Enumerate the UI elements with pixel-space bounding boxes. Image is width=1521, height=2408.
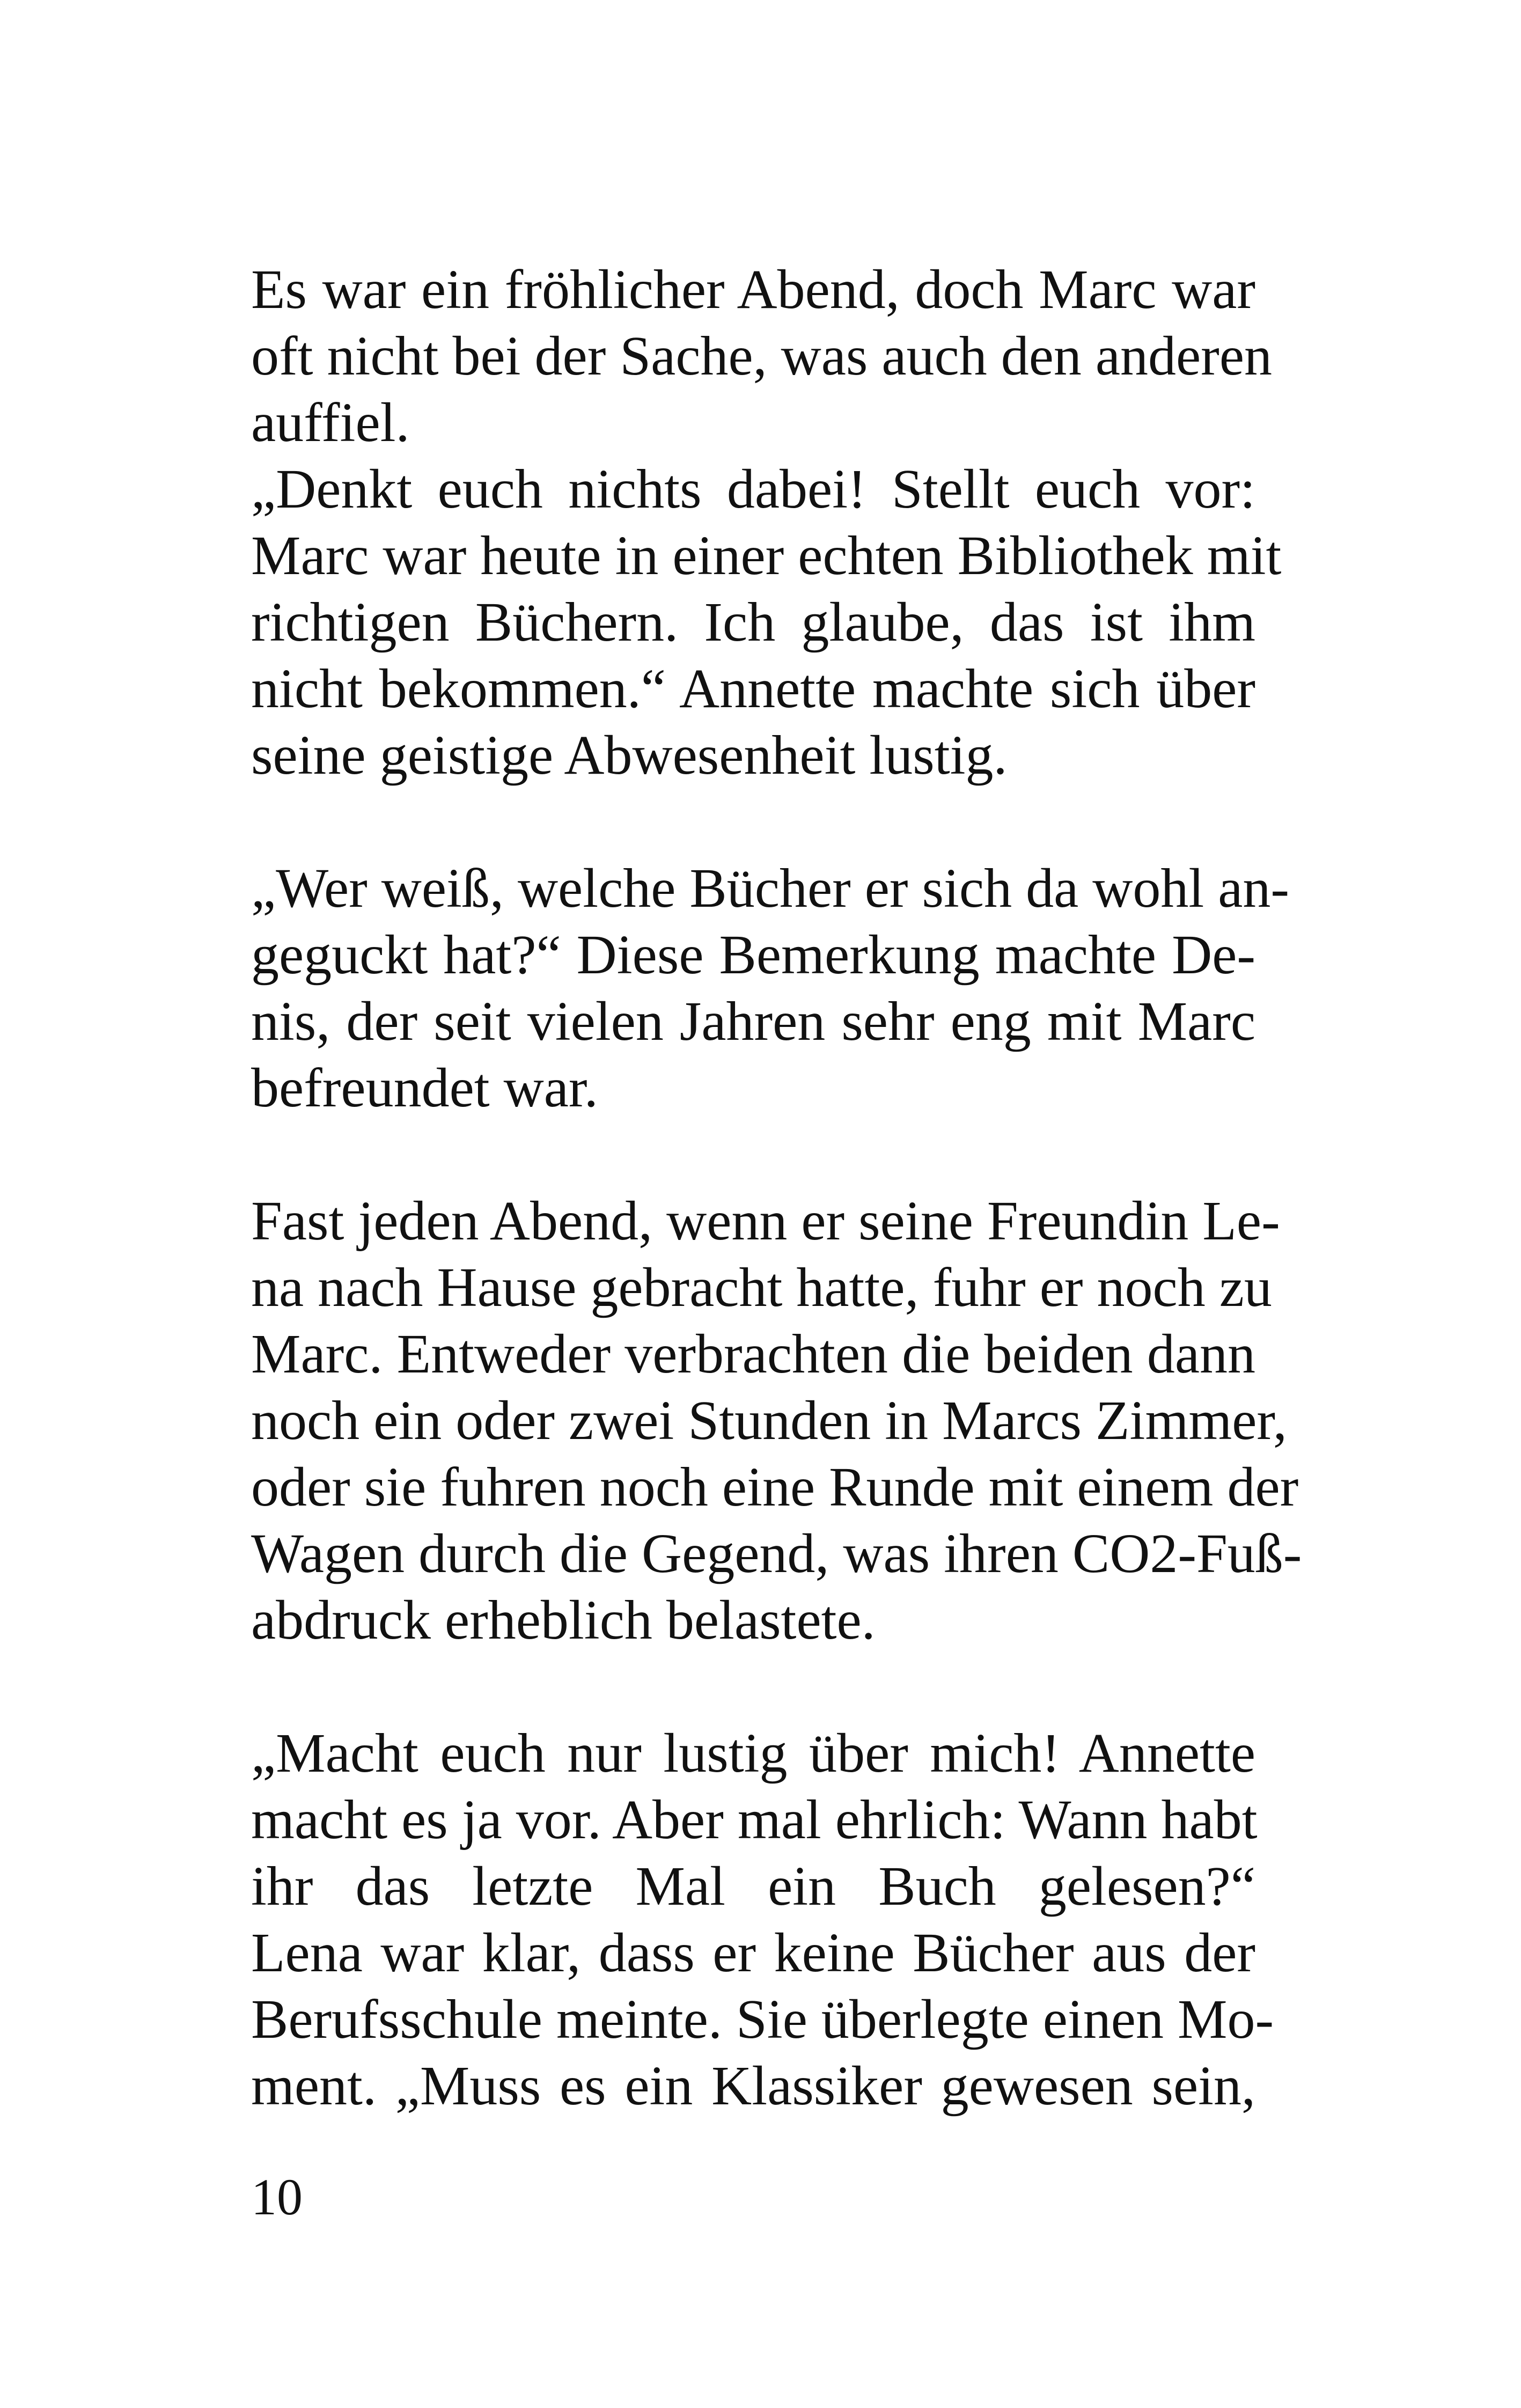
- text-line: oder sie fuhren noch eine Runde mit einem der: [251, 1456, 1299, 1518]
- text-line: „Denkt euch nichts dabei! Stellt euch vor:: [251, 458, 1255, 520]
- text-line: geguckt hat?“ Diese Bemerkung machte De-: [251, 924, 1255, 986]
- text-line: Marc war heute in einer echten Bibliothek mit: [251, 525, 1282, 586]
- text-line: ihr das letzte Mal ein Buch gelesen?“: [251, 1855, 1255, 1917]
- text-line: Es war ein fröhlicher Abend, doch Marc war: [251, 259, 1255, 320]
- text-line: na nach Hause gebracht hatte, fuhr er noch zu: [251, 1257, 1272, 1318]
- text-line: befreundet war.: [251, 1057, 598, 1119]
- paragraph-3: [251, 1188, 1302, 1654]
- text-line: noch ein oder zwei Stunden in Marcs Zimmer,: [251, 1390, 1287, 1451]
- text-line: nicht bekommen.“ Annette machte sich über: [251, 658, 1255, 720]
- paragraph-2: [251, 855, 1290, 1121]
- text-line: „Wer weiß, welche Bücher er sich da wohl an-: [251, 857, 1290, 919]
- text-line: richtigen Büchern. Ich glaube, das ist ihm: [251, 591, 1255, 653]
- text-line: seine geistige Abwesenheit lustig.: [251, 724, 1008, 786]
- text-line: Berufsschule meinte. Sie überlegte einen Mo-: [251, 1988, 1274, 2050]
- text-line: Lena war klar, dass er keine Bücher aus der: [251, 1922, 1255, 1984]
- text-line: ment. „Muss es ein Klassiker gewesen sein,: [251, 2055, 1255, 2117]
- page-number: 10: [251, 2168, 303, 2226]
- text-line: macht es ja vor. Aber mal ehrlich: Wann habt: [251, 1789, 1258, 1851]
- text-line: abdruck erheblich belastete.: [251, 1589, 876, 1651]
- text-line: Wagen durch die Gegend, was ihren CO2-Fuß-: [251, 1523, 1302, 1584]
- text-line: oft nicht bei der Sache, was auch den anderen: [251, 325, 1272, 387]
- paragraph-1: [251, 256, 1282, 789]
- text-line: „Macht euch nur lustig über mich! Annette: [251, 1722, 1255, 1784]
- text-line: Marc. Entweder verbrachten die beiden dann: [251, 1323, 1255, 1385]
- text-line: nis, der seit vielen Jahren sehr eng mit Marc: [251, 990, 1255, 1052]
- body-text: [251, 256, 1302, 2186]
- text-line: Fast jeden Abend, wenn er seine Freundin Le-: [251, 1190, 1280, 1252]
- text-line: auffiel.: [251, 392, 410, 453]
- paragraph-4: [251, 1720, 1274, 2119]
